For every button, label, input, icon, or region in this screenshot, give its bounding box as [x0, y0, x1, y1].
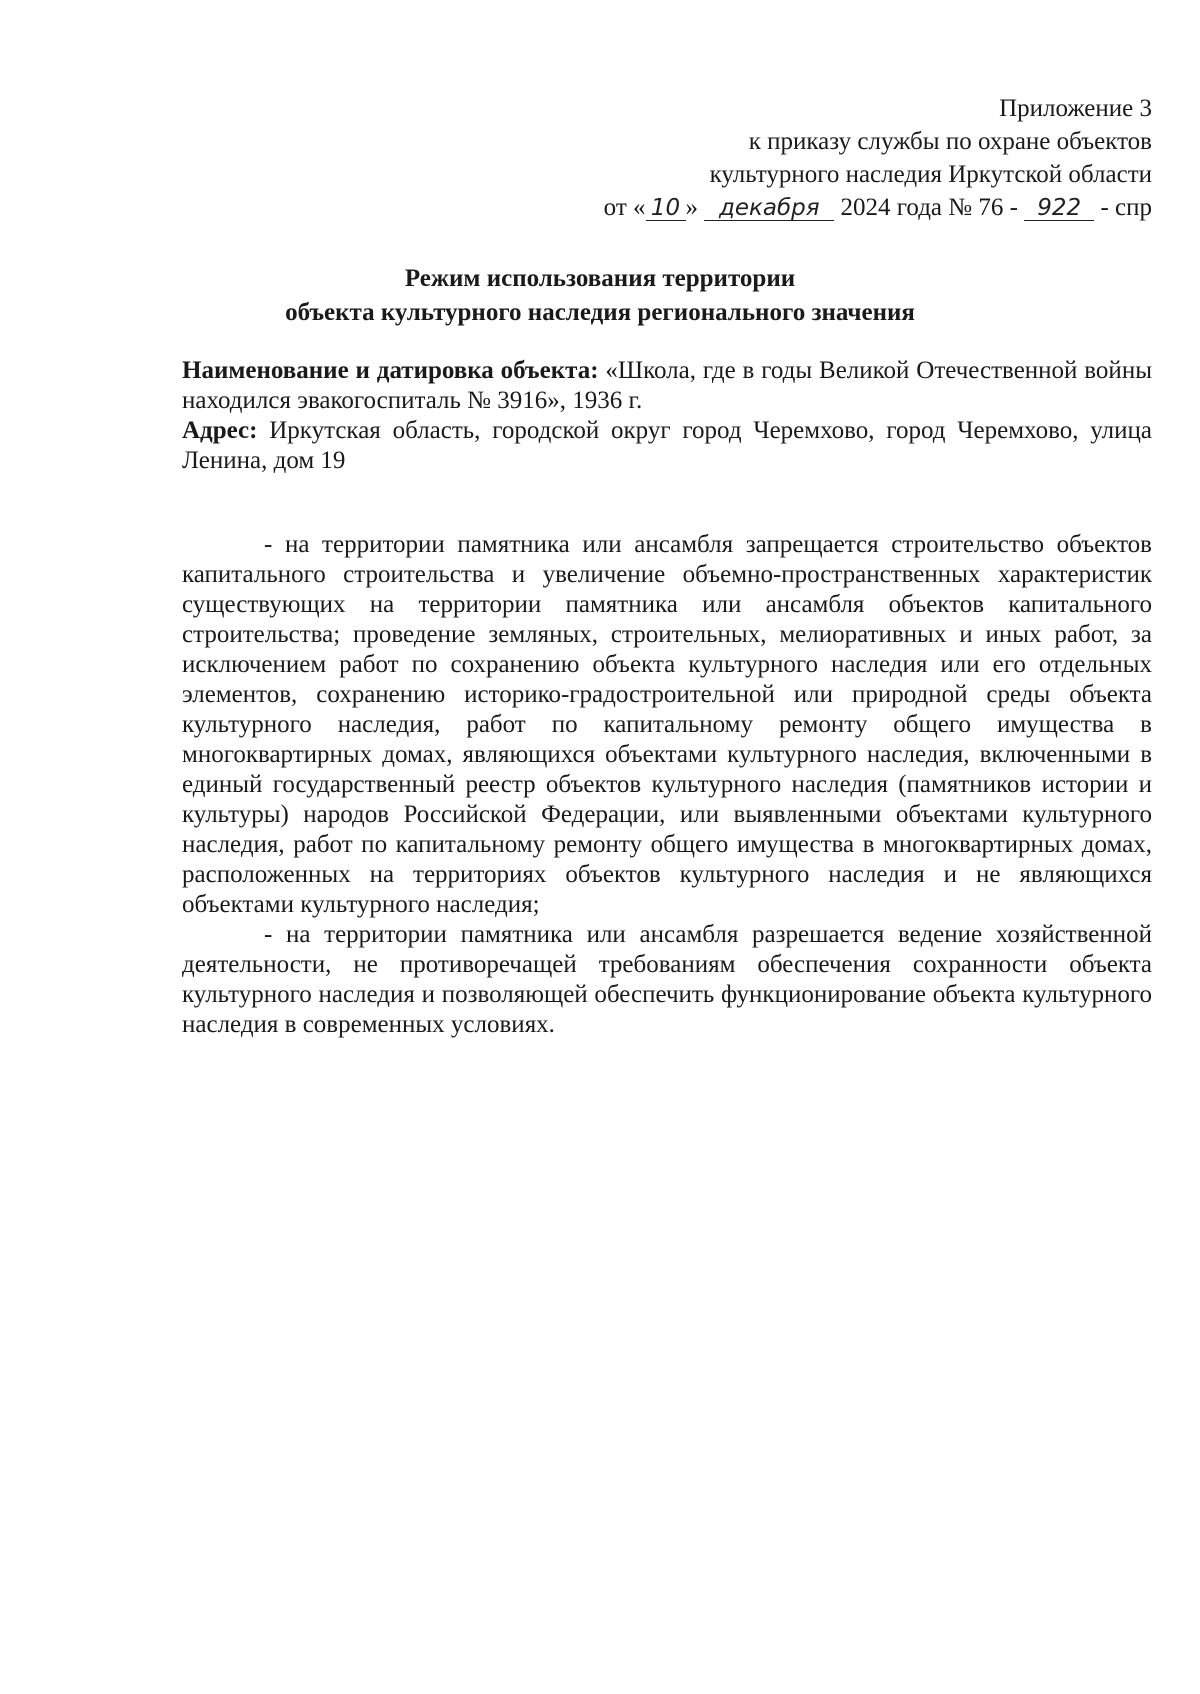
rule-permitted: - на территории памятника или ансамбля разрешается ведение хозяйственной деятельности, не противоречащей требованиям обеспечения сохранности объекта культурного наследия и позволяющей обеспечить функционирование объекта культурного наследия в современных условиях.: [182, 921, 1152, 1038]
year-text: 2024 года № 76 -: [840, 194, 1018, 221]
object-address-label: Адрес:: [182, 417, 258, 444]
spacer: [182, 476, 1152, 530]
rule-prohibited: - на территории памятника или ансамбля запрещается строительство объектов капитального строительства и увеличение объемно-пространственных характеристик существующих на территории памятника или ансамбля объектов капитального строительства; проведение земляных, строительных, мелиоративных и иных работ, за исключением работ по сохранению объекта культурного наследия или его отдельных элементов, сохранению историко-градостроительной или природной среды объекта культурного наследия, работ по капитальному ремонту общего имущества в многоквартирных домах, являющихся объектами культурного наследия, включенными в единый государственный реестр объектов культурного наследия (памятников истории и культуры) народов Российской Федерации, или выявленными объектами культурного наследия, работ по капитальному ремонту общего имущества в многоквартирных домах, расположенных на территориях объектов культурного наследия и не являющихся объектами культурного наследия;: [182, 531, 1152, 918]
appendix-order-ref: к приказу службы по охране объектов: [748, 128, 1152, 155]
appendix-authority: культурного наследия Иркутской области: [709, 161, 1152, 188]
date-mid: »: [685, 194, 699, 221]
object-address-value: Иркутская область, городской округ город Черемхово, город Черемхово, улица Ленина, дом 19: [182, 417, 1153, 474]
order-suffix: - спр: [1100, 194, 1152, 221]
handwritten-order-number: 922: [1024, 196, 1094, 221]
object-name-label: Наименование и датировка объекта:: [182, 357, 599, 384]
appendix-header: [452, 92, 1152, 224]
object-address: [182, 416, 1152, 476]
appendix-date-line: [452, 191, 1152, 224]
date-prefix: от «: [603, 194, 646, 221]
document-title: [0, 262, 1200, 330]
appendix-title: Приложение 3: [999, 95, 1152, 122]
title-line-1: Режим использования территории: [404, 265, 796, 292]
title-line-2: объекта культурного наследия регионального значения: [285, 299, 915, 326]
handwritten-day: 10: [646, 196, 686, 221]
object-name-value: «Школа, где в годы Великой Отечественной войны находился эвакогоспиталь № 3916», 1936 г.: [182, 357, 1152, 414]
document-body: [182, 356, 1152, 1040]
handwritten-month: декабря: [704, 196, 834, 221]
object-name: [182, 356, 1152, 416]
